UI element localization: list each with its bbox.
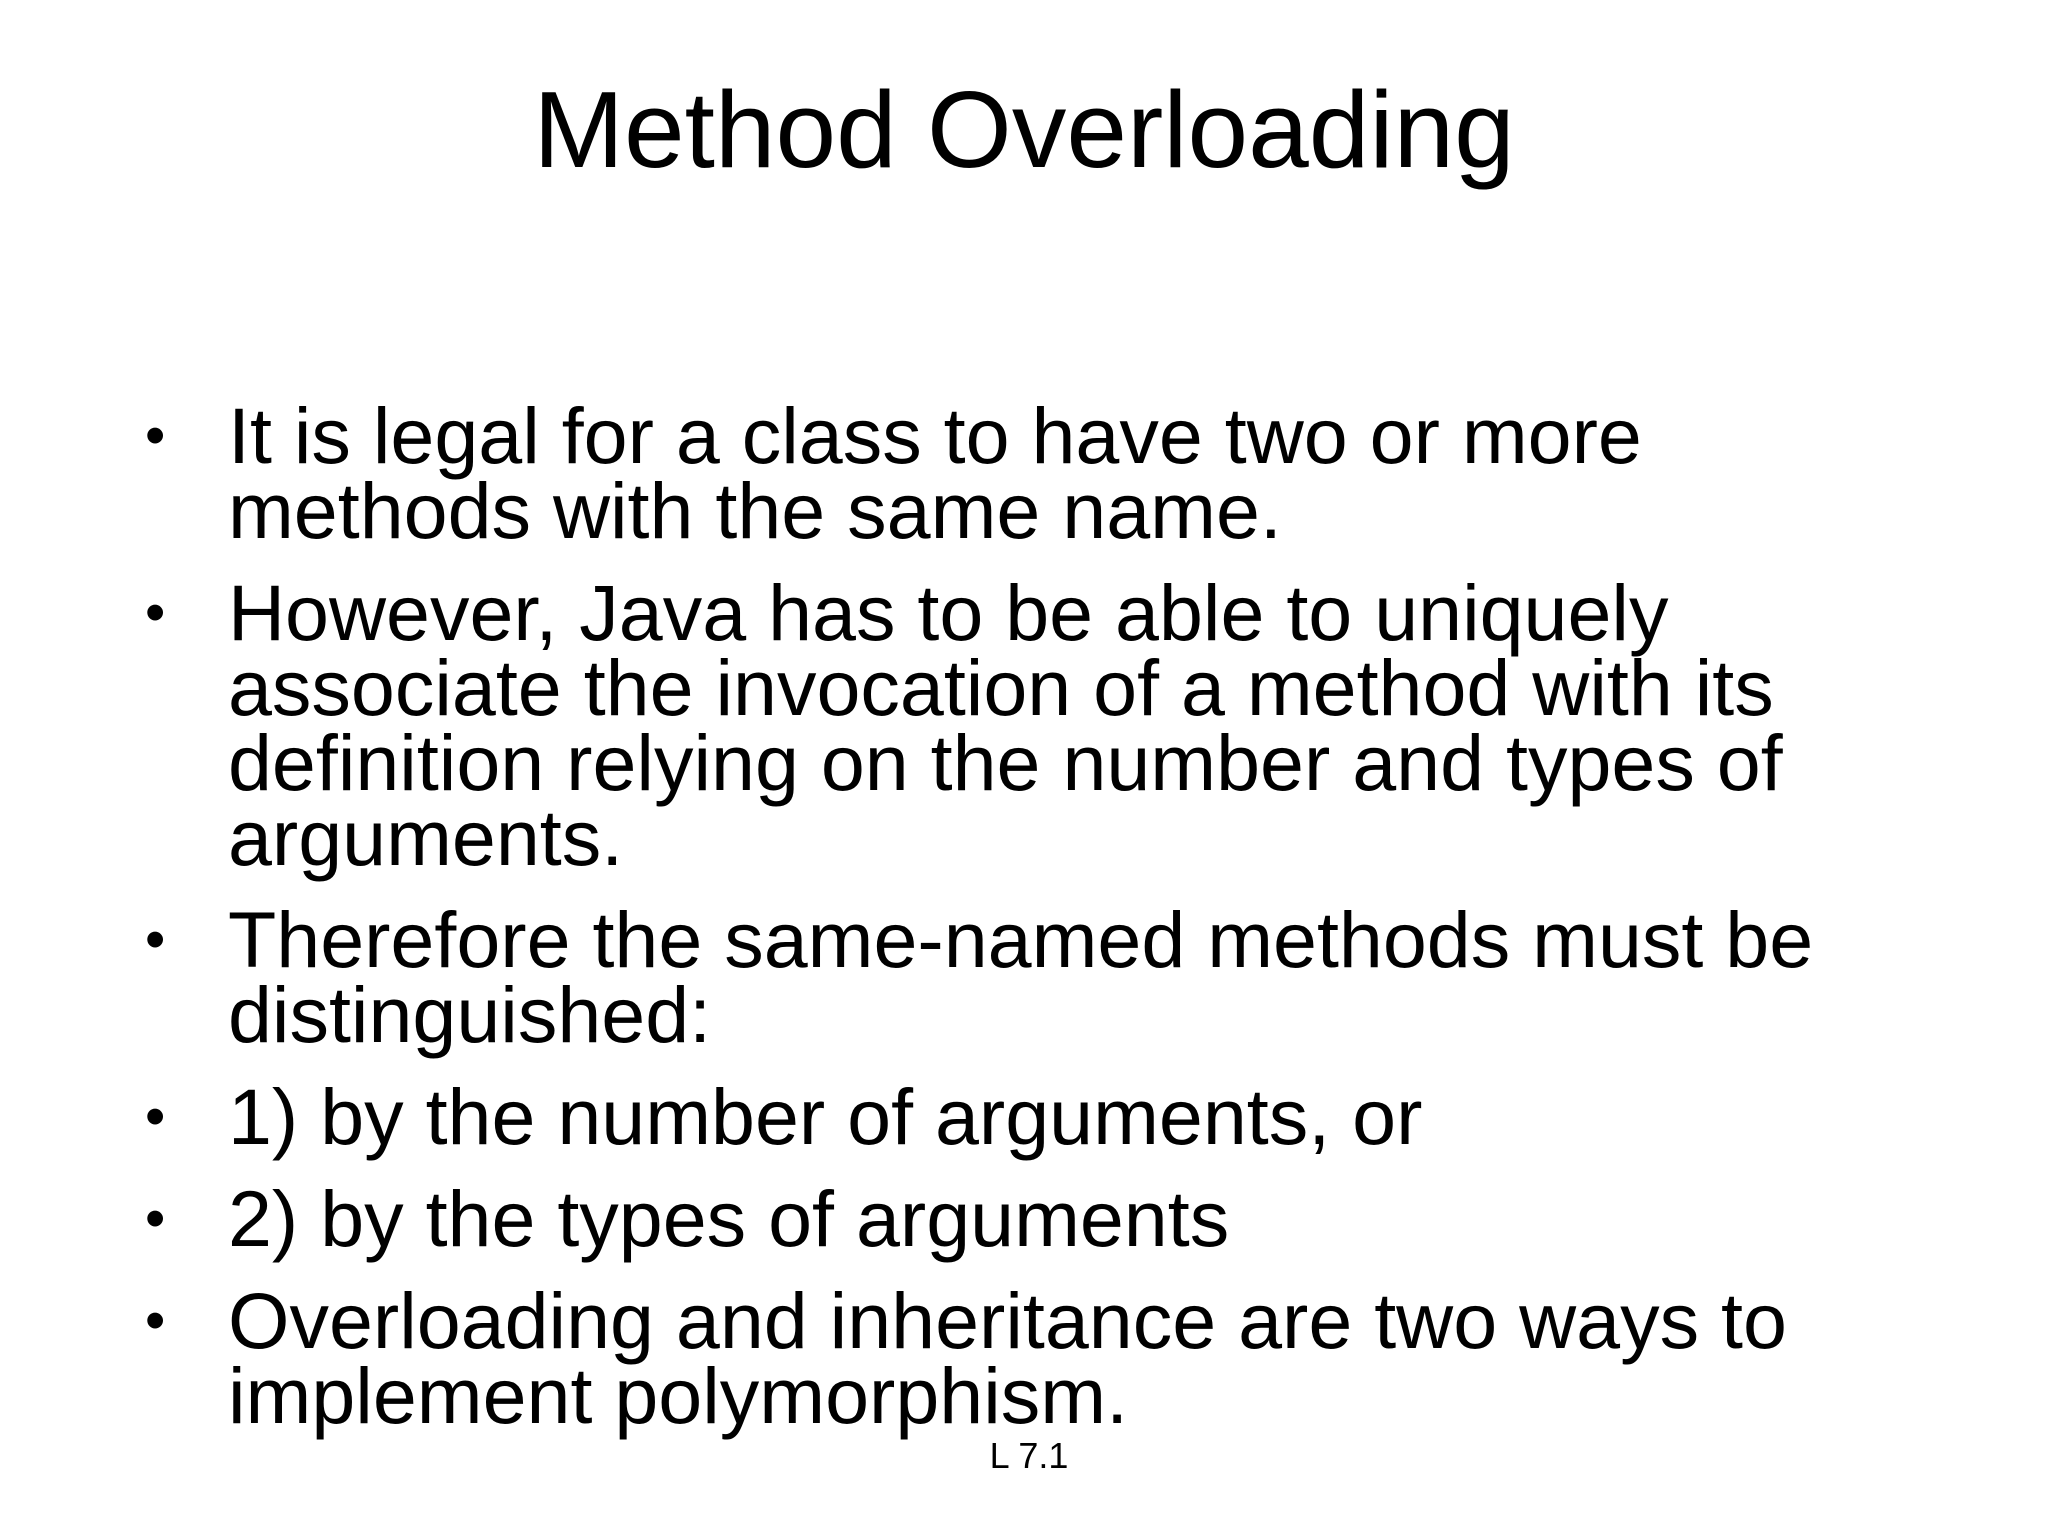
bullet-item (145, 1072, 1945, 1161)
bullet-item (145, 391, 1945, 555)
bullet-text: It is legal for a class to have two or more methods with the same name. (228, 391, 1642, 555)
bullet-icon: • (145, 1084, 166, 1149)
slide-number: L 7.1 (989, 1435, 1069, 1476)
slide-title: Method Overloading (533, 69, 1515, 191)
bullet-text: 2) by the types of arguments (228, 1174, 1230, 1263)
bullet-text: 1) by the number of arguments, or (228, 1072, 1423, 1161)
bullet-item (145, 1174, 1945, 1263)
bullet-icon: • (145, 580, 166, 645)
bullet-item (145, 1276, 1945, 1440)
bullet-item (145, 895, 1945, 1059)
bullet-item (145, 568, 1945, 882)
bullet-icon: • (145, 403, 166, 468)
bullet-text: However, Java has to be able to uniquely associate the invocation of a method with its definition relying on the number and types of arguments. (228, 568, 1783, 882)
bullet-list (145, 391, 1945, 1460)
bullet-icon: • (145, 1186, 166, 1251)
bullet-text: Therefore the same-named methods must be distinguished: (228, 895, 1814, 1059)
bullet-icon: • (145, 907, 166, 972)
bullet-icon: • (145, 1288, 166, 1353)
bullet-text: Overloading and inheritance are two ways to implement polymorphism. (228, 1276, 1787, 1440)
